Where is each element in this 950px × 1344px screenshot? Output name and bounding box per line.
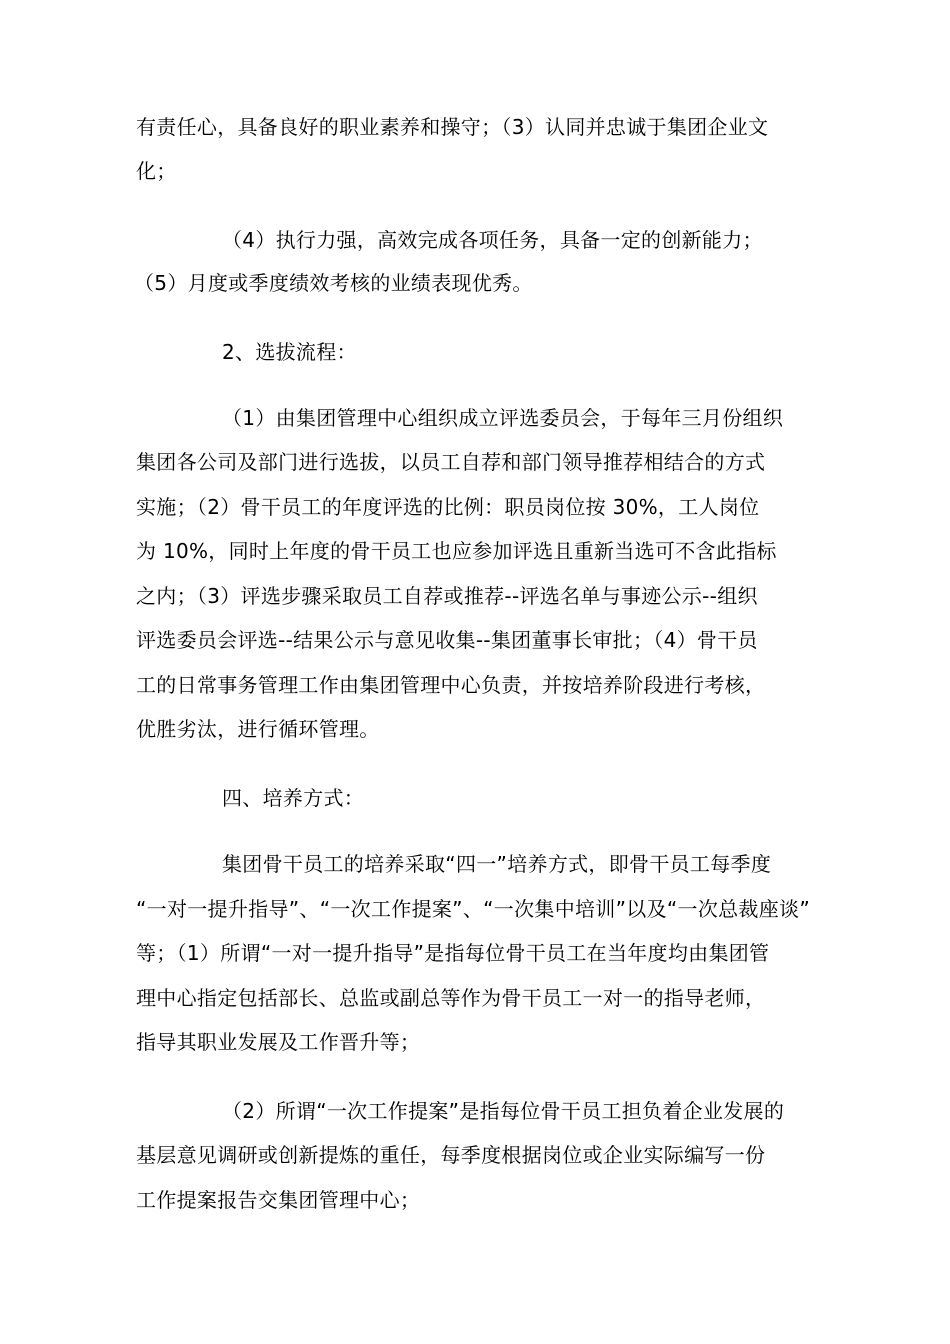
text-line: 工的日常事务管理工作由集团管理中心负责，并按培养阶段进行考核， bbox=[136, 673, 766, 697]
text-line: （2）所谓“一次工作提案”是指每位骨干员工担负着企业发展的 bbox=[222, 1099, 785, 1123]
text-line: 之内；（3）评选步骤采取员工自荐或推荐--评选名单与事迹公示--组织 bbox=[136, 584, 758, 608]
text-line: （1）由集团管理中心组织成立评选委员会，于每年三月份组织 bbox=[222, 406, 784, 430]
text-line: 集团骨干员工的培养采取“四一”培养方式，即骨干员工每季度 bbox=[222, 852, 772, 876]
text-line: 实施；（2）骨干员工的年度评选的比例：职员岗位按 30%，工人岗位 bbox=[136, 495, 760, 519]
text-line: （4）执行力强，高效完成各项任务，具备一定的创新能力； bbox=[222, 228, 763, 252]
text-line: 理中心指定包括部长、总监或副总等作为骨干员工一对一的指导老师， bbox=[136, 986, 766, 1010]
text-line: （5）月度或季度绩效考核的业绩表现优秀。 bbox=[134, 271, 533, 295]
text-line: 指导其职业发展及工作晋升等； bbox=[136, 1030, 421, 1054]
section-heading: 四、培养方式： bbox=[222, 786, 365, 810]
text-line: 基层意见调研或创新提炼的重任，每季度根据岗位或企业实际编写一份 bbox=[136, 1143, 766, 1167]
text-line: 集团各公司及部门进行选拔，以员工自荐和部门领导推荐相结合的方式 bbox=[136, 450, 766, 474]
text-line: 评选委员会评选--结果公示与意见收集--集团董事长审批；（4）骨干员 bbox=[136, 628, 758, 652]
text-line: 工作提案报告交集团管理中心； bbox=[136, 1188, 421, 1212]
text-line: 为 10%，同时上年度的骨干员工也应参加评选且重新当选可不含此指标 bbox=[136, 539, 777, 563]
text-line: 化； bbox=[136, 159, 177, 183]
text-line: 有责任心，具备良好的职业素养和操守；（3）认同并忠诚于集团企业文 bbox=[136, 115, 769, 139]
text-line: 等；（1）所谓“一对一提升指导”是指每位骨干员工在当年度均由集团管 bbox=[136, 941, 770, 965]
section-heading: 2、选拔流程： bbox=[222, 340, 357, 364]
text-line: 优胜劣汰，进行循环管理。 bbox=[136, 717, 380, 741]
text-line: “一对一提升指导”、“一次工作提案”、“一次集中培训”以及“一次总裁座谈” bbox=[136, 897, 810, 921]
